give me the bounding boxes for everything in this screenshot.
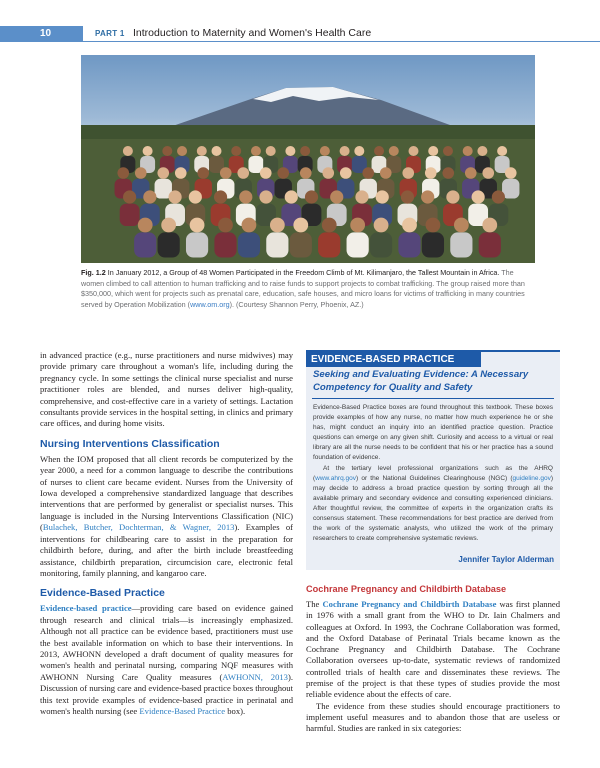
tree-line (81, 125, 535, 139)
ebp-paragraph (40, 603, 293, 717)
person-head (190, 218, 205, 233)
kilimanjaro-group-photo (81, 55, 535, 263)
person-head (143, 146, 153, 156)
person-head (454, 218, 469, 233)
ebp-box-tab: EVIDENCE-BASED PRACTICE (306, 352, 481, 367)
ebp-heading: Evidence-Based Practice (40, 587, 165, 600)
cochrane-text-1: The (306, 599, 323, 609)
person-head (425, 167, 437, 179)
person-head (305, 190, 318, 203)
cochrane-paragraph-2: The evidence from these studies should encourage practitioners to implement useful measures and to abandon those that are useless or harmful. Studies are ranked in six categories: (306, 700, 560, 734)
intro-paragraph: in advanced practice (e.g., nurse practitioners and nurse midwives) may provide primary care throughout a woman's life, including during the pregnancy cycle. In some settings the clinical nurse specialist and nurse practitioner roles are blended, and nurses deliver high-quality, comprehensive, and cost-effective care in a variety of settings. Lactation consultants provide services in the hospital setting, in clinics and primary care offices, and during home visits. (40, 350, 293, 429)
nic-paragraph (40, 454, 293, 579)
person-head (402, 167, 414, 179)
person-head (300, 167, 312, 179)
person-body (266, 232, 288, 257)
person-head (497, 146, 507, 156)
cochrane-heading: Cochrane Pregnancy and Childbirth Database (306, 584, 507, 594)
person-head (389, 146, 399, 156)
page-number: 10 (0, 26, 83, 41)
person-head (175, 167, 187, 179)
person-head (138, 218, 153, 233)
person-head (300, 146, 310, 156)
nic-text-2: ). Examples of interventions for childbearing care to assist in the preparation for childbirth before, during, and after the birth include breastfeeding assistance, childbirth preparation, circumcision care, electronic fetal monitoring, family planning, and kangaroo care. (40, 522, 293, 578)
person-head (362, 167, 374, 179)
person-head (482, 218, 497, 233)
person-head (177, 146, 187, 156)
ahrq-link[interactable]: www.ahrq.gov (315, 474, 356, 482)
person-head (340, 167, 352, 179)
caption-end: ). (Courtesy Shannon Perry, Phoenix, AZ.) (229, 299, 364, 309)
person-body (450, 232, 472, 257)
person-head (374, 146, 384, 156)
person-head (350, 218, 365, 233)
nic-heading: Nursing Interventions Classification (40, 437, 220, 450)
person-head (492, 190, 505, 203)
ebp-box-body (313, 403, 553, 544)
person-body (347, 232, 369, 257)
cochrane-text-2: was first planned in 1976 with a small grant from the WHO to Dr. Iain Chalmers and colleagues at Oxford. In 1993, the Cochrane Collaboration was formed, and the Oxford Database of Perinatal Trials became known as the Cochrane Pregnancy and Childbirth Database. The Cochrane Collaboration oversees up-to-date, systematic reviews of randomized controlled trials of health care and disseminates these reviews. The premise of the project is that these types of studies provide the most reliable evidence about the effects of care. (306, 599, 561, 700)
person-head (197, 146, 207, 156)
running-header (0, 0, 600, 46)
guideline-link[interactable]: guideline.gov (512, 474, 551, 482)
person-head (428, 146, 438, 156)
person-head (443, 146, 453, 156)
photo-illustration (81, 55, 535, 263)
ebp-p2-text-2: ) or the National Guidelines Clearinghouse (NGC) ( (356, 474, 513, 482)
person-body (238, 232, 260, 257)
ebp-term: Evidence-based practice (40, 603, 132, 614)
person-head (135, 167, 147, 179)
person-head (354, 146, 364, 156)
person-head (421, 190, 434, 203)
person-head (505, 167, 517, 179)
person-head (376, 190, 389, 203)
person-head (285, 190, 298, 203)
person-head (426, 218, 441, 233)
person-head (293, 218, 308, 233)
person-head (220, 167, 232, 179)
left-column (40, 350, 293, 717)
person-head (322, 218, 337, 233)
person-head (402, 218, 417, 233)
header-rule (0, 41, 600, 42)
person-head (123, 146, 133, 156)
person-head (260, 167, 272, 179)
person-head (143, 190, 156, 203)
person-head (157, 167, 169, 179)
caption-lead: In January 2012, a Group of 48 Women Participated in the Freedom Climb of Mt. Kilimanjaro, the Tallest Mountain in Africa. (107, 268, 500, 277)
person-head (266, 146, 276, 156)
person-head (482, 167, 494, 179)
person-head (285, 146, 295, 156)
person-head (117, 167, 129, 179)
nic-text-1: When the IOM proposed that all client records be computerized by the year 2000, a need for a common language to describe the contributions of nurses to client care became evident. Nurses from the University of Iowa developed a comprehensive standardized language that describes interventions that are performed by generalist or specialist nurses. This language is included in the Nursing Interventions Classification (NIC) ( (40, 453, 293, 533)
person-head (162, 146, 172, 156)
person-head (161, 218, 176, 233)
person-head (380, 167, 392, 179)
person-head (123, 190, 136, 203)
part-label: PART 1 (95, 29, 125, 38)
cochrane-paragraph (306, 599, 560, 701)
person-head (374, 218, 389, 233)
person-head (212, 146, 222, 156)
right-column (306, 583, 560, 735)
cochrane-term: Cochrane Pregnancy and Childbirth Database (322, 599, 497, 609)
person-body (134, 232, 156, 257)
caption-link[interactable]: www.om.org (190, 299, 230, 309)
person-head (409, 146, 419, 156)
person-body (422, 232, 444, 257)
person-head (168, 190, 181, 203)
ebp-p2-text-1: At the tertiary level professional organizations such as the AHRQ ( (313, 464, 553, 482)
person-head (214, 190, 227, 203)
person-head (251, 146, 261, 156)
person-head (239, 190, 252, 203)
figure-caption (81, 268, 537, 310)
person-head (242, 218, 257, 233)
ebp-box-rule (312, 398, 554, 399)
person-head (197, 167, 209, 179)
person-head (330, 190, 343, 203)
ebp-p2-text-3: ) may decide to address a broad practice question by sorting through all the available primary and secondary evidence and consulting experienced clinicians. After thoughtful review, the committee of experts in the organization crafts its consensus statement. These recommendations for best practice are derived from the work of the systematic analysts, who utilized the work of the primary researchers to create comprehensive systematic reviews. (313, 474, 553, 543)
figure-label: Fig. 1.2 (81, 268, 106, 277)
ebp-text-2: ). Discussion of nursing care and evidence-based practice boxes throughout this text provide examples of evidence-based practice in perinatal and women's health nursing (see (40, 671, 293, 716)
person-head (463, 146, 473, 156)
person-body (370, 232, 392, 257)
person-head (465, 167, 477, 179)
person-head (355, 190, 368, 203)
person-head (442, 167, 454, 179)
person-head (270, 218, 285, 233)
evidence-based-practice-box (306, 350, 560, 570)
person-body (120, 204, 140, 226)
ebp-text-1: —providing care based on evidence gained through research and clinical trials—is increasingly emphasized. Although not all practice can be evidence based, practitioners must use the best available information on which to base their interventions. In 2013, AWHONN developed a draft document of quality measures for women's health and perinatal nursing, comparing NQF measures with AWHONN Nursing Care Quality measures ( (40, 603, 293, 682)
person-body (398, 232, 420, 257)
person-body (214, 232, 236, 257)
person-head (218, 218, 233, 233)
ebp-box-link[interactable]: Evidence-Based Practice (139, 705, 226, 716)
ebp-text-3: box). (225, 705, 246, 716)
person-body (318, 232, 340, 257)
person-head (446, 190, 459, 203)
person-body (479, 232, 501, 257)
person-head (237, 167, 249, 179)
part-title: Introduction to Maternity and Women's Health Care (133, 27, 372, 39)
caption-body: The women climbed to call attention to human trafficking and to raise funds to support projects to combat trafficking. The group raised more than $350,000, which went for projects such as prenatal care, education, safe houses, and micro loans for victims of trafficking in many countries served by Operation Mobilization ( (81, 268, 525, 309)
person-head (340, 146, 350, 156)
person-body (158, 232, 180, 257)
ebp-box-paragraph-1: Evidence-Based Practice boxes are found throughout this textbook. These boxes provide examples of how any nurse, no matter how much experience he or she has, might conduct an inquiry into an identified practice question. Practice questions can emerge on any given shift. Curiosity and access to a virtual or real library are all the nurse needs to be confident that his or her practice has a sound foundation of evidence. (313, 404, 553, 462)
nic-citation-link[interactable]: Bulachek, Butcher, Dochterman, & Wagner, 2013 (42, 522, 235, 533)
ebp-box-subtitle: Seeking and Evaluating Evidence: A Necessary Competency for Quality and Safety (313, 369, 529, 393)
person-head (231, 146, 241, 156)
person-head (189, 190, 202, 203)
person-head (277, 167, 289, 179)
person-head (401, 190, 414, 203)
person-head (322, 167, 334, 179)
person-body (290, 232, 312, 257)
person-head (472, 190, 485, 203)
person-head (320, 146, 330, 156)
ebp-citation-link[interactable]: AWHONN, 2013 (222, 671, 288, 682)
person-head (477, 146, 487, 156)
person-body (186, 232, 208, 257)
person-head (259, 190, 272, 203)
ebp-box-paragraph-2 (313, 464, 553, 545)
ebp-box-signature: Jennifer Taylor Alderman (458, 555, 554, 564)
